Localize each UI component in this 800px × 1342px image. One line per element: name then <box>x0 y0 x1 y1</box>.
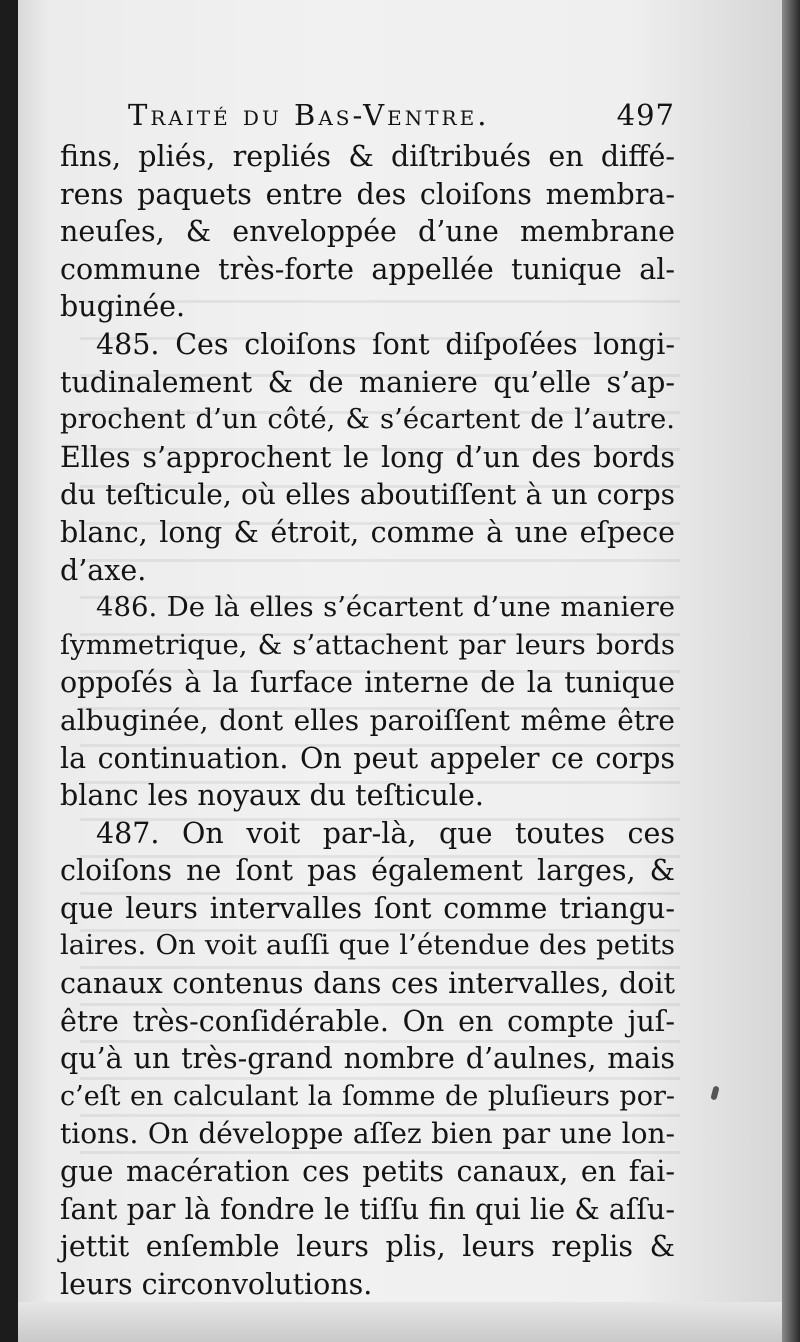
text-line: leurs circonvolutions. <box>60 1267 373 1301</box>
text-line: d’axe. <box>60 553 147 587</box>
text-line: qu’à un très-grand nombre d’aulnes, mais <box>60 1042 675 1076</box>
text-line: fins, pliés, repliés & diſtribués en diffé- <box>60 140 675 173</box>
text-line: cloiſons ne ſont pas également larges, & <box>60 854 675 888</box>
text-line: prochent d’un côté, & s’écartent de l’autre. <box>60 403 675 436</box>
text-line: tions. On développe aſſez bien par une lon- <box>60 1117 675 1151</box>
paragraph-start-487: 487. On voit par-là, que toutes ces <box>96 816 675 850</box>
text-line: jettit enſemble leurs plis, leurs replis & <box>60 1230 675 1264</box>
text-line: rens paquets entre des cloiſons membra- <box>60 177 675 211</box>
text-line: la continuation. On peut appeler ce corps <box>60 741 675 775</box>
text-line: du teſticule, où elles aboutiſſent à un corps <box>60 478 675 512</box>
paragraph-start-485: 485. Ces cloiſons ſont diſpoſées longi- <box>96 327 675 361</box>
text-line: blanc les noyaux du teſticule. <box>60 779 484 813</box>
text-line: être très-conſidérable. On en compte juſ- <box>60 1004 675 1038</box>
text-line: tudinalement & de maniere qu’elle s’ap- <box>60 365 675 399</box>
text-line: ſant par là fondre le tiſſu fin qui lie & aſſu- <box>60 1192 675 1226</box>
text-line: commune très-forte appellée tunique al- <box>60 252 675 286</box>
running-head <box>60 98 675 138</box>
text-line: laires. On voit auſſi que l’étendue des petits <box>60 929 675 962</box>
text-line: buginée. <box>60 290 186 324</box>
text-line: gue macération ces petits canaux, en fai- <box>60 1155 675 1189</box>
text-line: ſymmetrique, & s’attachent par leurs bords <box>60 628 675 661</box>
text-line: Elles s’approchent le long d’un des bords <box>60 440 675 474</box>
text-line: c’eſt en calculant la ſomme de pluſieurs por- <box>60 1080 675 1112</box>
paragraph-start-486: 486. De là elles s’écartent d’une maniere <box>96 591 675 624</box>
page-number: 497 <box>616 98 675 132</box>
page-bottom-margin <box>18 1302 782 1342</box>
text-line: oppoſés à la ſurface interne de la tunique <box>60 666 675 700</box>
text-line: que leurs intervalles ſont comme triangu- <box>60 891 675 925</box>
running-head-title: Traité du Bas-Ventre. <box>128 98 490 132</box>
text-line: albuginée, dont elles paroiſſent même être <box>60 703 675 737</box>
text-line: canaux contenus dans ces intervalles, doit <box>60 967 675 1001</box>
text-line: neuſes, & enveloppée d’une membrane <box>60 215 675 249</box>
text-line: blanc, long & étroit, comme à une eſpece <box>60 515 675 549</box>
page-text <box>60 98 675 1303</box>
page-edge <box>782 0 800 1342</box>
